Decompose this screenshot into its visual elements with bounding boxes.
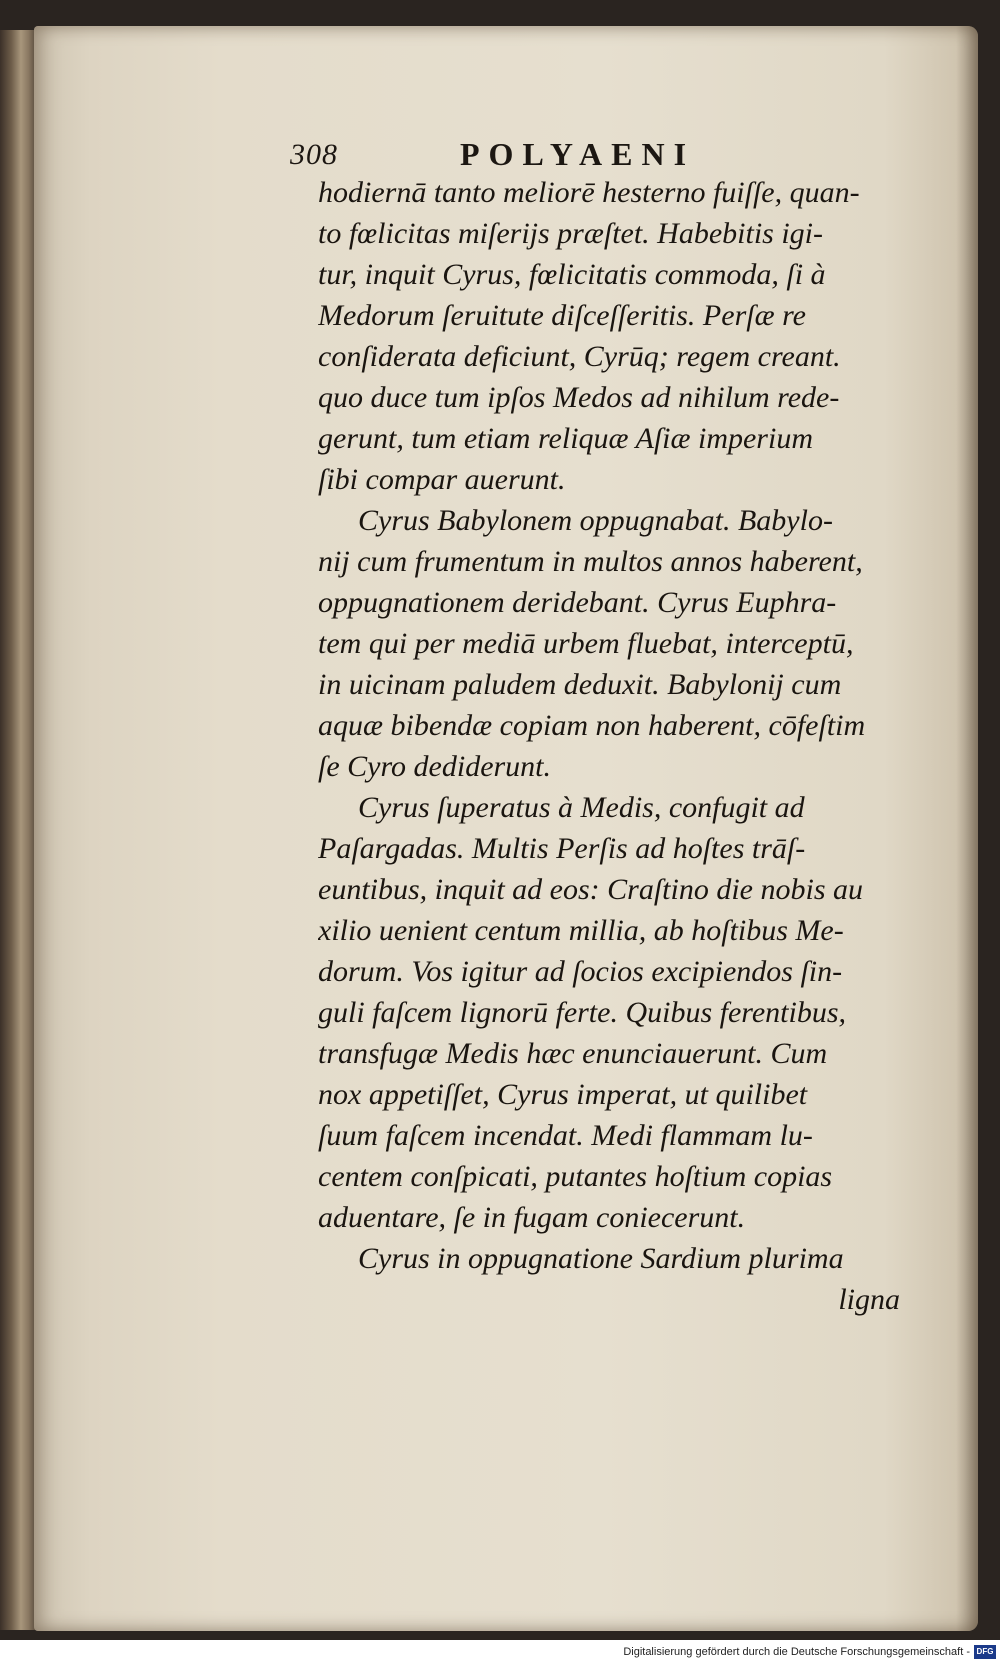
text-line: Cyrus ſuperatus à Medis, confugit ad xyxy=(358,791,805,824)
text-line: Cyrus in oppugnatione Sardium plurima xyxy=(358,1242,844,1275)
text-line: oppugnationem deridebant. Cyrus Euphra- xyxy=(318,586,837,619)
text-line: aquæ bibendæ copiam non haberent, cōfeſtim xyxy=(318,709,866,742)
text-line: aduentare, ſe in fugam coniecerunt. xyxy=(318,1201,746,1234)
text-line: euntibus, inquit ad eos: Craſtino die nobis au xyxy=(318,873,863,906)
text-line: xilio uenient centum millia, ab hoſtibus Me- xyxy=(318,914,844,947)
text-line: centem conſpicati, putantes hoſtium copias xyxy=(318,1160,833,1193)
text-line: ſe Cyro dediderunt. xyxy=(318,750,552,783)
text-line: tur, inquit Cyrus, fœlicitatis commoda, ſi à xyxy=(318,258,826,291)
text-line: in uicinam paludem deduxit. Babylonij cum xyxy=(318,668,842,701)
page-number: 308 xyxy=(290,138,338,171)
text-line: hodiernā tanto meliorē hesterno fuiſſe, quan- xyxy=(318,176,860,209)
text-line: nox appetiſſet, Cyrus imperat, ut quilibet xyxy=(318,1078,808,1111)
text-line: Paſargadas. Multis Perſis ad hoſtes trāſ- xyxy=(318,832,806,865)
footer-bar xyxy=(0,1640,1000,1666)
text-line: tem qui per mediā urbem fluebat, interceptū, xyxy=(318,627,854,660)
running-title: POLYAENI xyxy=(460,136,696,172)
text-line: to fœlicitas miſerijs præſtet. Habebitis igi- xyxy=(318,217,824,250)
text-line: ſuum faſcem incendat. Medi flammam lu- xyxy=(318,1119,813,1152)
book-edge xyxy=(0,30,38,1630)
text-line: conſiderata deficiunt, Cyrūq; regem creant. xyxy=(318,340,841,373)
text-block xyxy=(318,172,918,1320)
catchword: ligna xyxy=(838,1283,900,1316)
text-line: Medorum ſeruitute diſceſſeritis. Perſæ re xyxy=(318,299,806,332)
text-line: gerunt, tum etiam reliquæ Aſiæ imperium xyxy=(318,422,813,455)
dfg-logo: DFG xyxy=(974,1645,996,1659)
text-line: guli faſcem lignorū ferte. Quibus ferentibus, xyxy=(318,996,847,1029)
funding-credit: Digitalisierung gefördert durch die Deutsche Forschungsgemeinschaft - xyxy=(623,1646,970,1658)
text-line: quo duce tum ipſos Medos ad nihilum rede- xyxy=(318,381,840,414)
text-line: transfugæ Medis hæc enunciauerunt. Cum xyxy=(318,1037,828,1070)
text-line: dorum. Vos igitur ad ſocios excipiendos ſin- xyxy=(318,955,843,988)
page-shadow xyxy=(956,26,978,1631)
text-line: ſibi compar auerunt. xyxy=(318,463,566,496)
text-line: Cyrus Babylonem oppugnabat. Babylo- xyxy=(358,504,833,537)
text-line: nij cum frumentum in multos annos haberent, xyxy=(318,545,863,578)
